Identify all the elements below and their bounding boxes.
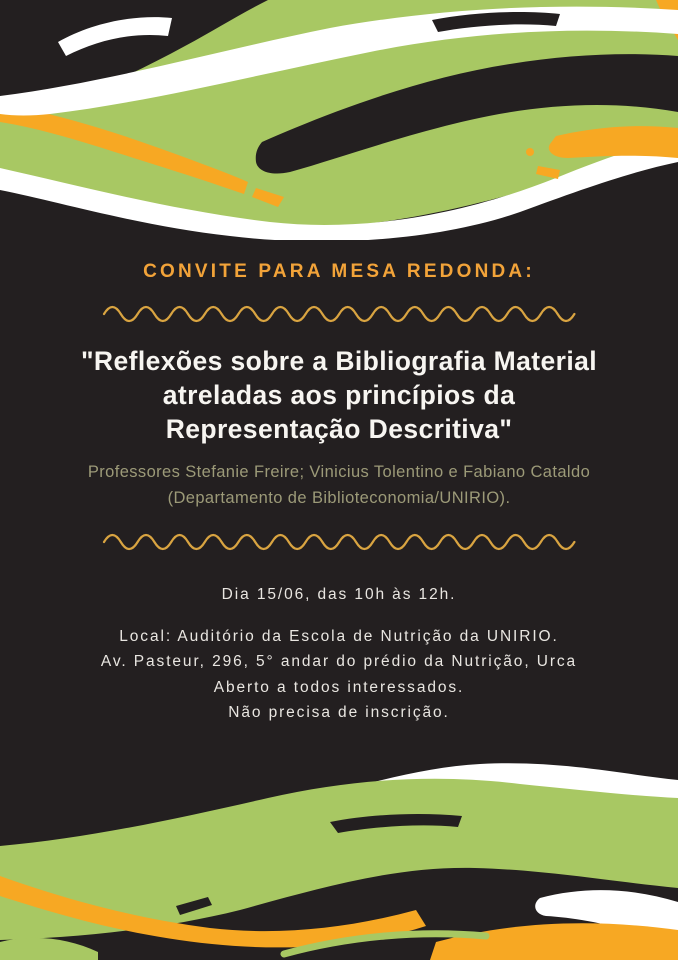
event-location-line-1: Local: Auditório da Escola de Nutrição da UNIRIO. xyxy=(119,627,559,645)
event-location xyxy=(29,624,649,726)
event-title-line-2: atreladas aos princípios da xyxy=(162,379,516,410)
wavy-divider-top xyxy=(102,298,576,324)
event-location-line-2: Av. Pasteur, 296, 5° andar do prédio da Nutrição, Urca xyxy=(100,653,578,671)
speakers-line-1: Professores Stefanie Freire; Vinicius Tolentino e Fabiano Cataldo xyxy=(87,462,591,481)
speakers-line-2: (Departamento de Biblioteconomia/UNIRIO). xyxy=(167,488,511,507)
event-location-line-4: Não precisa de inscrição. xyxy=(228,704,450,722)
event-title-line-1: "Reflexões sobre a Bibliografia Material xyxy=(80,345,598,376)
event-date: Dia 15/06, das 10h às 12h. xyxy=(221,585,457,603)
speakers-text xyxy=(29,459,649,511)
event-title xyxy=(39,344,639,446)
event-location-line-3: Aberto a todos interessados. xyxy=(213,678,465,696)
event-title-line-3: Representação Descritiva" xyxy=(165,413,513,444)
wavy-divider-bottom xyxy=(102,526,576,552)
kicker-heading: CONVITE PARA MESA REDONDA: xyxy=(143,261,535,282)
